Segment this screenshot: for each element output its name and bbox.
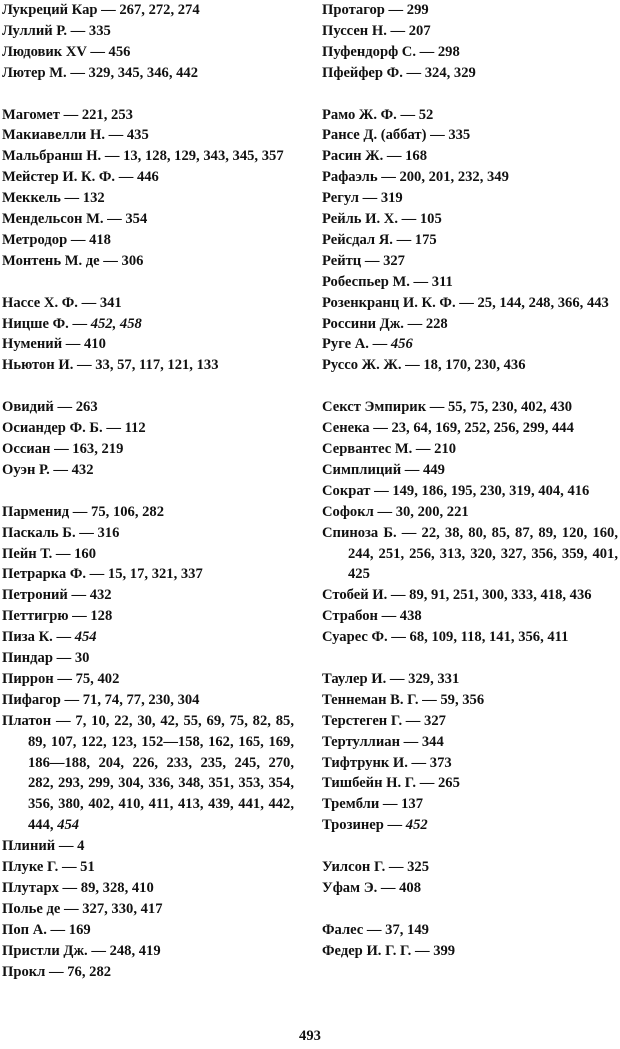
index-entry (322, 293, 618, 314)
index-entry (2, 251, 294, 272)
entry-text: Плуке Г. — 51 (2, 859, 95, 876)
entry-text: Петтигрю — 128 (2, 608, 113, 625)
index-entry (322, 167, 618, 188)
entry-text: Ницше Ф. — (2, 315, 91, 332)
entry-text: Метродор — 418 (2, 231, 111, 248)
entry-text: Платон — 7, 10, 22, 30, 42, 55, 69, 75, 82, 85, 89, 107, 122, 123, 152—158, 162, 165, 169, 186—188, 204, 226, 233, 235, 245, 270, 282, 293, 299, 304, 336, 348, 351, 353, 354, 356, 380, 402, 410, 411, 413, 439, 441, 442, 444, (2, 712, 294, 834)
entry-text: Петроний — 432 (2, 587, 112, 604)
entry-text: Тифтрунк И. — 373 (322, 754, 452, 771)
entry-text: Прокл — 76, 282 (2, 963, 112, 980)
entry-text: Страбон — 438 (322, 608, 422, 625)
index-entry (322, 690, 618, 711)
entry-text: Парменид — 75, 106, 282 (2, 503, 165, 520)
index-entry (2, 627, 294, 648)
entry-text: Оссиан — 163, 219 (2, 440, 124, 457)
index-column-left (2, 0, 294, 983)
index-entry (2, 544, 294, 565)
index-entry (2, 105, 294, 126)
entry-text: Ньютон И. — 33, 57, 117, 121, 133 (2, 357, 219, 374)
index-entry (2, 293, 294, 314)
index-entry (2, 899, 294, 920)
entry-text: Суарес Ф. — 68, 109, 118, 141, 356, 411 (322, 629, 569, 646)
entry-text: Фалес — 37, 149 (322, 921, 429, 938)
index-entry (322, 105, 618, 126)
index-entry (322, 794, 618, 815)
entry-page-italic: 454 (57, 817, 80, 834)
index-entry (322, 125, 618, 146)
letter-group-gap (2, 376, 294, 397)
index-entry (322, 857, 618, 878)
index-entry (322, 42, 618, 63)
index-entry (2, 230, 294, 251)
index-entry (322, 439, 618, 460)
index-entry (322, 627, 618, 648)
entry-text: Спиноза Б. — 22, 38, 80, 85, 87, 89, 120, 160, 244, 251, 256, 313, 320, 327, 356, 359, 401, 425 (322, 524, 618, 583)
index-entry (322, 334, 618, 355)
index-entry (322, 63, 618, 84)
entry-text: Нумений — 410 (2, 336, 106, 353)
entry-text: Пфейфер Ф. — 324, 329 (322, 64, 476, 81)
entry-text: Меккель — 132 (2, 190, 105, 207)
entry-text: Луллий Р. — 335 (2, 22, 111, 39)
letter-group-gap (2, 481, 294, 502)
index-entry (322, 21, 618, 42)
entry-text: Симплиций — 449 (322, 461, 445, 478)
index-entry (322, 314, 618, 335)
entry-text: Федер И. Г. Г. — 399 (322, 942, 456, 959)
page-number: 493 (299, 1028, 321, 1044)
entry-text: Рейль И. Х. — 105 (322, 211, 442, 228)
entry-text: Регул — 319 (322, 190, 403, 207)
entry-text: Макиавелли Н. — 435 (2, 127, 149, 144)
entry-text: Рейсдал Я. — 175 (322, 231, 437, 248)
entry-text: Рамо Ж. Ф. — 52 (322, 106, 434, 123)
entry-text: Тишбейн Н. Г. — 265 (322, 775, 460, 792)
index-entry (2, 21, 294, 42)
entry-text: Сервантес М. — 210 (322, 441, 457, 457)
entry-text: Мендельсон М. — 354 (2, 211, 148, 228)
entry-text: Розенкранц И. К. Ф. — 25, 144, 248, 366, 443 (322, 294, 609, 311)
entry-text: Софокл — 30, 200, 221 (322, 503, 469, 520)
entry-text: Мейстер И. К. Ф. — 446 (2, 169, 159, 186)
index-entry (322, 460, 618, 481)
index-entry (2, 460, 294, 481)
index-entry (322, 815, 618, 836)
index-entry (2, 690, 294, 711)
entry-text: Стобей И. — 89, 91, 251, 300, 333, 418, 436 (322, 587, 592, 604)
entry-text: Нассе Х. Ф. — 341 (2, 294, 122, 311)
index-entry (322, 773, 618, 794)
entry-text: Монтень М. де — 306 (2, 252, 144, 269)
index-entry (2, 836, 294, 857)
index-entry (322, 502, 618, 523)
index-entry (322, 585, 618, 606)
index-entry (322, 418, 618, 439)
index-entry (2, 125, 294, 146)
index-entry (322, 606, 618, 627)
entry-text: Пейн Т. — 160 (2, 545, 96, 562)
entry-text: Трембли — 137 (322, 796, 424, 813)
entry-text: Пиррон — 75, 402 (2, 670, 120, 687)
index-entry (2, 523, 294, 544)
entry-text: Рейтц — 327 (322, 252, 405, 269)
entry-text: Россини Дж. — 228 (322, 315, 448, 332)
index-entry (322, 753, 618, 774)
entry-text: Расин Ж. — 168 (322, 148, 428, 165)
entry-text: Лютер М. — 329, 345, 346, 442 (2, 64, 199, 81)
index-entry (322, 251, 618, 272)
index-entry (322, 732, 618, 753)
entry-text: Руге А. — (322, 336, 391, 353)
entry-page-italic: 456 (390, 336, 413, 353)
entry-text: Секст Эмпирик — 55, 75, 230, 402, 430 (322, 399, 573, 416)
index-entry (322, 188, 618, 209)
entry-text: Пуфендорф С. — 298 (322, 43, 460, 60)
index-entry (2, 857, 294, 878)
entry-text: Лукреций Кар — 267, 272, 274 (2, 2, 200, 18)
entry-page-italic: 452 (405, 817, 428, 834)
index-entry (2, 314, 294, 335)
index-entry (2, 167, 294, 188)
entry-text: Пиза К. — (2, 629, 75, 646)
letter-group-gap (322, 84, 618, 105)
letter-group-gap (2, 272, 294, 293)
entry-text: Петрарка Ф. — 15, 17, 321, 337 (2, 566, 203, 583)
index-entry (322, 230, 618, 251)
index-column-right (322, 0, 618, 962)
entry-text: Уилсон Г. — 325 (322, 859, 430, 876)
entry-page-italic: 452, 458 (90, 315, 142, 332)
index-entry (2, 878, 294, 899)
entry-text: Робеспьер М. — 311 (322, 273, 453, 290)
letter-group-gap (322, 648, 618, 669)
entry-text: Сенека — 23, 64, 169, 252, 256, 299, 444 (322, 420, 574, 437)
entry-text: Уфам Э. — 408 (322, 880, 422, 896)
index-entry (2, 502, 294, 523)
index-entry (322, 481, 618, 502)
index-entry (2, 188, 294, 209)
entry-text: Протагор — 299 (322, 2, 429, 18)
entry-text: Таулер И. — 329, 331 (322, 670, 460, 687)
entry-text: Терстеген Г. — 327 (322, 712, 446, 729)
index-entry (322, 878, 618, 899)
entry-text: Плутарх — 89, 328, 410 (2, 880, 154, 896)
entry-text: Руссо Ж. Ж. — 18, 170, 230, 436 (322, 357, 526, 374)
index-entry (2, 669, 294, 690)
index-entry (2, 711, 294, 836)
entry-text: Сократ — 149, 186, 195, 230, 319, 404, 416 (322, 482, 590, 499)
letter-group-gap (322, 899, 618, 920)
entry-text: Пуссен Н. — 207 (322, 22, 431, 39)
index-entry (2, 418, 294, 439)
index-entry (2, 63, 294, 84)
index-entry (322, 146, 618, 167)
index-entry (322, 272, 618, 293)
index-entry (2, 42, 294, 63)
index-entry (2, 585, 294, 606)
index-entry (2, 146, 294, 167)
index-entry (322, 209, 618, 230)
index-entry (2, 334, 294, 355)
index-entry (322, 355, 618, 376)
entry-text: Рафаэль — 200, 201, 232, 349 (322, 169, 509, 186)
index-entry (322, 669, 618, 690)
entry-text: Оуэн Р. — 432 (2, 461, 94, 478)
index-entry (322, 397, 618, 418)
entry-text: Поп А. — 169 (2, 921, 91, 938)
index-entry (322, 920, 618, 941)
entry-text: Паскаль Б. — 316 (2, 524, 120, 541)
entry-text: Овидий — 263 (2, 399, 98, 416)
index-entry (2, 941, 294, 962)
letter-group-gap (322, 376, 618, 397)
index-entry (2, 564, 294, 585)
entry-text: Магомет — 221, 253 (2, 106, 133, 123)
entry-text: Рансе Д. (аббат) — 335 (322, 127, 471, 144)
entry-text: Мальбранш Н. — 13, 128, 129, 343, 345, 357 (2, 148, 284, 165)
index-entry (2, 397, 294, 418)
entry-text: Пристли Дж. — 248, 419 (2, 942, 161, 959)
index-entry (2, 439, 294, 460)
entry-text: Осиандер Ф. Б. — 112 (2, 420, 146, 437)
entry-text: Людовик XV — 456 (2, 43, 131, 60)
index-entry (2, 920, 294, 941)
index-entry (2, 606, 294, 627)
index-entry (322, 711, 618, 732)
index-entry (322, 523, 618, 586)
index-entry (2, 648, 294, 669)
entry-text: Трозинер — (322, 817, 406, 834)
index-entry (322, 941, 618, 962)
entry-text: Теннеман В. Г. — 59, 356 (322, 691, 485, 708)
index-entry (2, 355, 294, 376)
entry-text: Пиндар — 30 (2, 650, 90, 667)
index-entry (2, 0, 294, 21)
index-entry (2, 962, 294, 983)
entry-text: Тертуллиан — 344 (322, 733, 444, 750)
entry-text: Полье де — 327, 330, 417 (2, 900, 163, 917)
index-entry (322, 0, 618, 21)
entry-text: Плиний — 4 (2, 838, 85, 855)
entry-page-italic: 454 (74, 629, 97, 646)
letter-group-gap (322, 836, 618, 857)
letter-group-gap (2, 84, 294, 105)
entry-text: Пифагор — 71, 74, 77, 230, 304 (2, 691, 200, 708)
index-entry (2, 209, 294, 230)
